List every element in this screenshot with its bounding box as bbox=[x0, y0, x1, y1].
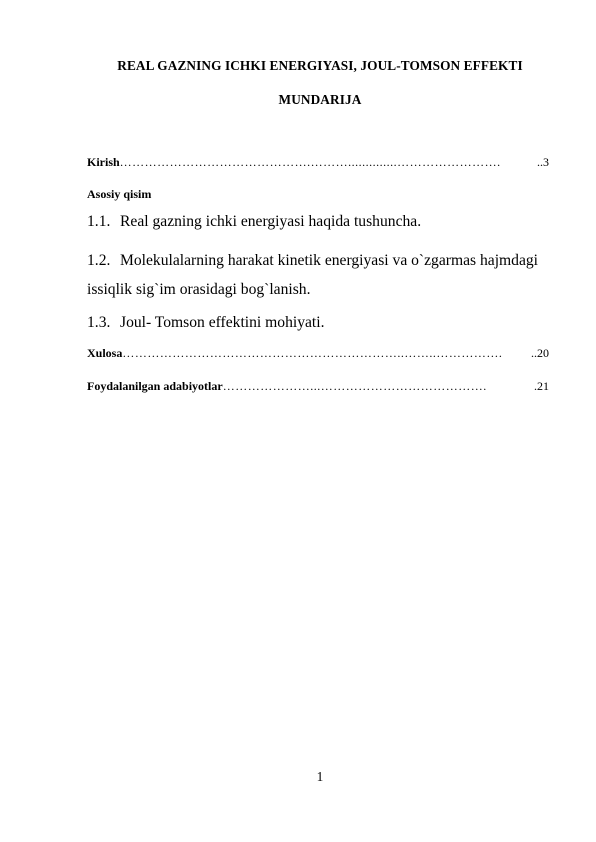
toc-entry-kirish bbox=[87, 155, 549, 170]
toc-subsection bbox=[87, 252, 538, 270]
toc-page-number: ..3 bbox=[537, 155, 549, 169]
toc-entry-xulosa bbox=[87, 346, 549, 361]
subsection-text: Molekulalarning harakat kinetik energiyasi va o`zgarmas hajmdagi bbox=[120, 252, 539, 269]
toc-page-number: ..20 bbox=[531, 346, 549, 360]
toc-entry-label: Xulosa bbox=[87, 346, 123, 360]
toc-entry-label: Foydalanilgan adabiyotlar bbox=[87, 379, 223, 393]
toc-heading: MUNDARIJA bbox=[278, 92, 362, 107]
toc-leader-dots: ……………………………………….………..............……………………. bbox=[119, 155, 501, 169]
subsection-number: 1.2. bbox=[87, 252, 111, 269]
toc-leader-dots: …………………...…………………………………. bbox=[222, 379, 487, 393]
subsection-continuation: issiqlik sig`im orasidagi bog`lanish. bbox=[87, 281, 311, 298]
subsection-number: 1.3. bbox=[87, 314, 111, 331]
toc-section-heading: Asosiy qisim bbox=[87, 187, 152, 201]
document-title: REAL GAZNING ICHKI ENERGIYASI, JOUL-TOMSON EFFEKTI bbox=[117, 58, 523, 73]
toc-entry-adabiyotlar bbox=[87, 379, 549, 394]
subsection-text: Real gazning ichki energiyasi haqida tushuncha. bbox=[120, 213, 422, 230]
toc-subsection bbox=[87, 213, 421, 231]
subsection-number: 1.1. bbox=[87, 213, 111, 230]
subsection-text: Joul- Tomson effektini mohiyati. bbox=[120, 314, 325, 331]
toc-page-number: .21 bbox=[534, 379, 549, 393]
page-number: 1 bbox=[316, 769, 324, 784]
toc-entry-label: Kirish bbox=[87, 155, 120, 169]
toc-leader-dots: …………………………………………………………..……..……………. bbox=[122, 346, 503, 360]
toc-subsection bbox=[87, 314, 325, 332]
